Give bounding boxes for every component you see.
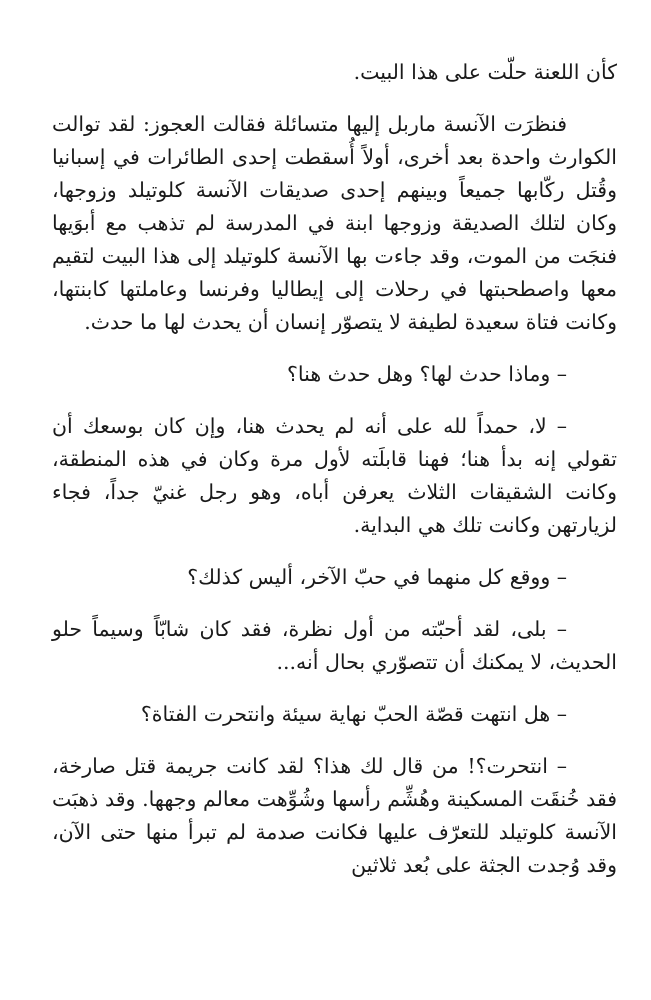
- paragraph-spacer: [52, 594, 617, 613]
- dialogue-line: – وماذا حدث لها؟ وهل حدث هنا؟: [287, 362, 567, 386]
- dialogue-line: – بلى، لقد أحبّته من أول نظرة، فقد كان شابّاً وسيماً حلو الحديث، لا يمكنك أن تتصوّري بحال أنه...: [52, 617, 617, 674]
- paragraph-curse: كأن اللعنة حلّت على هذا البيت.: [353, 60, 617, 84]
- dialogue-line: – هل انتهت قصّة الحبّ نهاية سيئة وانتحرت الفتاة؟: [140, 702, 567, 726]
- paragraph-spacer: [52, 89, 617, 108]
- paragraph-spacer: [52, 731, 617, 750]
- dialogue-line: – ووقع كل منهما في حبّ الآخر، أليس كذلك؟: [187, 565, 567, 589]
- paragraph-spacer: [52, 679, 617, 698]
- book-page: [52, 56, 617, 882]
- paragraph-spacer: [52, 542, 617, 561]
- dialogue-line: – انتحرت؟! من قال لك هذا؟ لقد كانت جريمة قتل صارخة، فقد خُنقَت المسكينة وهُشِّم رأسها وشُوِّهت معالم وجهها. وقد ذهبَت الآنسة كلوتيلد للتعرّف عليها فكانت صدمة لم تبرأ منها حتى الآن، وقد وُجدت الجثة على بُعد ثلاثين: [52, 754, 617, 877]
- paragraph-spacer: [52, 339, 617, 358]
- paragraph-spacer: [52, 391, 617, 410]
- paragraph-narration: فنظرَت الآنسة ماربل إليها متسائلة فقالت العجوز: لقد توالت الكوارث واحدة بعد أخرى، أولاً أُسقطت إحدى الطائرات في إسبانيا وقُتل ركّابها جميعاً وبينهم إحدى صديقات الآنسة كلوتيلد وزوجها، وكان لتلك الصديقة وزوجها ابنة في المدرسة لم تذهب مع أبوَيها فنجَت من الموت، وقد جاءت بها الآنسة كلوتيلد إلى هذا البيت لتقيم معها واصطحبتها في رحلات إلى إيطاليا وفرنسا وعاملتها كابنتها، وكانت فتاة سعيدة لطيفة لا يتصوّر إنسان أن يحدث لها ما حدث.: [52, 112, 617, 334]
- dialogue-line: – لا، حمداً لله على أنه لم يحدث هنا، وإن كان بوسعك أن تقولي إنه بدأ هنا؛ فهنا قابلَته لأول مرة وكان في هذه المنطقة، وكانت الشقيقات الثلاث يعرفن أباه، وهو رجل غنيّ جداً، فجاء لزيارتهن وكانت تلك هي البداية.: [52, 414, 617, 537]
